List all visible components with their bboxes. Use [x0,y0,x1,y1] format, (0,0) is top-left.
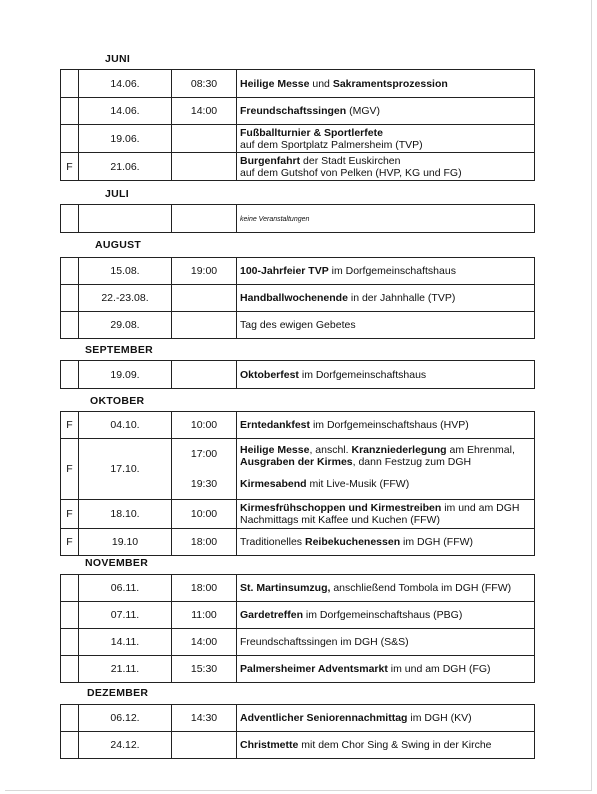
date-cell: 24.12. [79,732,172,759]
time-cell [172,732,237,759]
month-heading-juni: JUNI [105,53,131,65]
event-cell: Handballwochenende in der Jahnhalle (TVP) [237,285,535,312]
flag-cell: F [61,500,79,529]
flag-cell [61,705,79,732]
table-oktober [60,411,535,556]
table-row [61,285,535,312]
date-cell [79,205,172,233]
date-cell: 14.11. [79,629,172,656]
flag-cell [61,361,79,389]
table-row [61,656,535,683]
time-cell [172,439,237,500]
date-cell: 06.12. [79,705,172,732]
event-cell: Traditionelles Reibekuchenessen im DGH (FFW) [237,529,535,556]
event-cell: Christmette mit dem Chor Sing & Swing in der Kirche [237,732,535,759]
time-value: 19:30 [190,478,218,490]
time-cell [172,361,237,389]
time-cell: 10:00 [172,500,237,529]
date-cell: 29.08. [79,312,172,339]
date-cell: 21.06. [79,153,172,181]
flag-cell [61,656,79,683]
table-row [61,125,535,153]
flag-cell [61,629,79,656]
flag-cell [61,70,79,98]
table-row [61,205,535,233]
date-cell: 06.11. [79,575,172,602]
month-heading-juli: JULI [105,188,129,200]
flag-cell: F [61,529,79,556]
time-cell: 10:00 [172,412,237,439]
time-cell: 14:30 [172,705,237,732]
date-cell: 22.-23.08. [79,285,172,312]
table-row [61,98,535,125]
table-row [61,312,535,339]
flag-cell [61,125,79,153]
month-heading-september: SEPTEMBER [85,344,154,356]
event-cell: Gardetreffen im Dorfgemeinschaftshaus (PBG) [237,602,535,629]
table-row [61,70,535,98]
table-row [61,732,535,759]
flag-cell [61,575,79,602]
date-cell: 04.10. [79,412,172,439]
table-juni [60,69,535,181]
time-cell: 14:00 [172,629,237,656]
table-november [60,574,535,683]
table-row [61,602,535,629]
event-cell: Burgenfahrt der Stadt Euskirchen auf dem Gutshof von Pelken (HVP, KG und FG) [237,153,535,181]
time-cell [172,285,237,312]
time-cell: 15:30 [172,656,237,683]
table-row [61,705,535,732]
event-cell: Erntedankfest im Dorfgemeinschaftshaus (HVP) [237,412,535,439]
table-september [60,360,535,389]
table-row [61,258,535,285]
time-cell [172,153,237,181]
time-cell: 14:00 [172,98,237,125]
table-row [61,629,535,656]
table-row [61,361,535,389]
date-cell: 14.06. [79,98,172,125]
event-cell: Freundschaftssingen im DGH (S&S) [237,629,535,656]
month-heading-november: NOVEMBER [85,557,149,569]
table-row [61,153,535,181]
table-dezember [60,704,535,759]
table-row [61,500,535,529]
time-cell [172,312,237,339]
event-cell: keine Veranstaltungen [237,205,535,233]
date-cell: 07.11. [79,602,172,629]
time-cell: 08:30 [172,70,237,98]
table-row [61,439,535,500]
date-cell: 15.08. [79,258,172,285]
month-heading-oktober: OKTOBER [90,395,145,407]
event-cell: Fußballturnier & Sportlerfete auf dem Sportplatz Palmersheim (TVP) [237,125,535,153]
time-cell: 19:00 [172,258,237,285]
date-cell: 17.10. [79,439,172,500]
flag-cell: F [61,153,79,181]
table-row [61,575,535,602]
event-cell: 100-Jahrfeier TVP im Dorfgemeinschaftshaus [237,258,535,285]
time-cell [172,205,237,233]
flag-cell [61,602,79,629]
month-heading-dezember: DEZEMBER [87,687,149,699]
table-row [61,529,535,556]
flag-cell [61,732,79,759]
date-cell: 19.10 [79,529,172,556]
time-value: 17:00 [190,448,218,460]
event-cell: Palmersheimer Adventsmarkt im und am DGH (FG) [237,656,535,683]
event-cell: Tag des ewigen Gebetes [237,312,535,339]
date-cell: 18.10. [79,500,172,529]
flag-cell [61,312,79,339]
event-cell: Adventlicher Seniorennachmittag im DGH (KV) [237,705,535,732]
flag-cell [61,258,79,285]
table-row [61,412,535,439]
flag-cell [61,205,79,233]
time-cell: 18:00 [172,575,237,602]
time-cell: 18:00 [172,529,237,556]
flag-cell [61,285,79,312]
time-cell [172,125,237,153]
table-juli [60,204,535,233]
event-cell: Heilige Messe und Sakramentsprozession [237,70,535,98]
flag-cell: F [61,439,79,500]
event-cell: St. Martinsumzug, anschließend Tombola im DGH (FFW) [237,575,535,602]
flag-cell [61,98,79,125]
event-cell: Oktoberfest im Dorfgemeinschaftshaus [237,361,535,389]
event-cell: Kirmesfrühschoppen und Kirmestreiben im und am DGH Nachmittags mit Kaffee und Kuchen (FFW) [237,500,535,529]
date-cell: 21.11. [79,656,172,683]
date-cell: 19.06. [79,125,172,153]
flag-cell: F [61,412,79,439]
event-cell: Freundschaftssingen (MGV) [237,98,535,125]
event-cell: Heilige Messe, anschl. Kranzniederlegung am Ehrenmal, Ausgraben der Kirmes, dann Festzug zum DGH Kirmesabend mit Live-Musik (FFW) [237,439,535,500]
month-heading-august: AUGUST [95,239,142,251]
time-cell: 11:00 [172,602,237,629]
date-cell: 19.09. [79,361,172,389]
table-august [60,257,535,339]
date-cell: 14.06. [79,70,172,98]
